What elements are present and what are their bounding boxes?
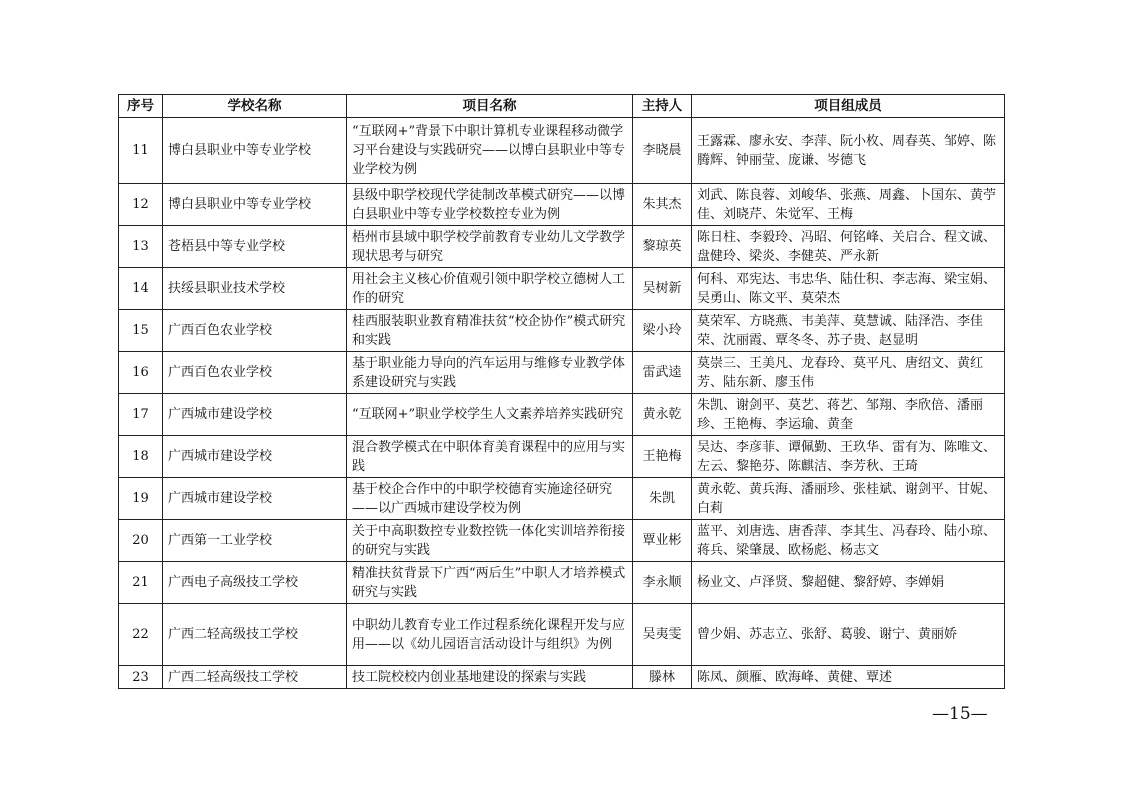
cell-project-name: 关于中高职数控专业数控铣一体化实训培养衔接的研究与实践 <box>347 520 633 562</box>
cell-project-name: “互联网+”职业学校学生人文素养培养实践研究 <box>347 394 633 436</box>
table-row <box>119 352 1005 394</box>
cell-school-name: 苍梧县中等专业学校 <box>163 226 347 268</box>
cell-school-name: 广西城市建设学校 <box>163 478 347 520</box>
cell-school-name: 扶绥县职业技术学校 <box>163 268 347 310</box>
table-row <box>119 268 1005 310</box>
cell-school-name: 广西二轻高级技工学校 <box>163 666 347 689</box>
header-host: 主持人 <box>633 95 692 118</box>
cell-host: 王艳梅 <box>633 436 692 478</box>
cell-members: 刘武、陈良蓉、刘峻华、张燕、周鑫、卜国东、黄苧佳、刘晓芹、朱觉军、王梅 <box>692 184 1005 226</box>
cell-project-name: 梧州市县域中职学校学前教育专业幼儿文学教学现状思考与研究 <box>347 226 633 268</box>
cell-project-name: 基于职业能力导向的汽车运用与维修专业教学体系建设研究与实践 <box>347 352 633 394</box>
cell-school-name: 广西城市建设学校 <box>163 436 347 478</box>
cell-serial-number: 23 <box>119 666 163 689</box>
table-row <box>119 478 1005 520</box>
cell-serial-number: 15 <box>119 310 163 352</box>
cell-members: 陈日柱、李毅玲、冯昭、何铭峰、关启合、程文诚、盘健玲、梁炎、李健英、严永新 <box>692 226 1005 268</box>
cell-members: 陈凤、颜雁、欧海峰、黄健、覃述 <box>692 666 1005 689</box>
cell-serial-number: 21 <box>119 562 163 604</box>
cell-serial-number: 11 <box>119 118 163 184</box>
cell-project-name: 桂西服装职业教育精准扶贫“校企协作”模式研究和实践 <box>347 310 633 352</box>
cell-school-name: 广西第一工业学校 <box>163 520 347 562</box>
cell-project-name: 县级中职学校现代学徒制改革模式研究——以博白县职业中等专业学校数控专业为例 <box>347 184 633 226</box>
cell-serial-number: 14 <box>119 268 163 310</box>
cell-host: 吴夷雯 <box>633 604 692 666</box>
cell-members: 何科、邓宪达、韦忠华、陆仕积、李志海、梁宝娟、吴勇山、陈文平、莫荣杰 <box>692 268 1005 310</box>
cell-school-name: 广西百色农业学校 <box>163 352 347 394</box>
cell-project-name: 混合教学模式在中职体育美育课程中的应用与实践 <box>347 436 633 478</box>
project-table <box>118 94 1005 689</box>
cell-school-name: 广西电子高级技工学校 <box>163 562 347 604</box>
cell-serial-number: 13 <box>119 226 163 268</box>
cell-members: 莫崇三、王美凡、龙春玲、莫平凡、唐绍文、黄红芳、陆东新、廖玉伟 <box>692 352 1005 394</box>
cell-members: 杨业文、卢泽贤、黎超健、黎舒婷、李婵娟 <box>692 562 1005 604</box>
cell-members: 王露霖、廖永安、李萍、阮小枚、周春英、邹婷、陈腾辉、钟丽莹、庞谦、岑德飞 <box>692 118 1005 184</box>
header-school-name: 学校名称 <box>163 95 347 118</box>
cell-serial-number: 20 <box>119 520 163 562</box>
page-number: —15— <box>932 704 988 724</box>
cell-serial-number: 16 <box>119 352 163 394</box>
cell-host: 黄永乾 <box>633 394 692 436</box>
table-row <box>119 310 1005 352</box>
cell-host: 黎琼英 <box>633 226 692 268</box>
cell-host: 李晓晨 <box>633 118 692 184</box>
cell-project-name: “互联网+”背景下中职计算机专业课程移动微学习平台建设与实践研究——以博白县职业中等专业学校为例 <box>347 118 633 184</box>
table-row <box>119 604 1005 666</box>
cell-project-name: 用社会主义核心价值观引领中职学校立德树人工作的研究 <box>347 268 633 310</box>
cell-host: 覃业彬 <box>633 520 692 562</box>
table-row <box>119 520 1005 562</box>
cell-host: 滕林 <box>633 666 692 689</box>
cell-host: 朱其杰 <box>633 184 692 226</box>
cell-serial-number: 19 <box>119 478 163 520</box>
table-row <box>119 666 1005 689</box>
cell-project-name: 精准扶贫背景下广西“两后生”中职人才培养模式研究与实践 <box>347 562 633 604</box>
cell-host: 李永顺 <box>633 562 692 604</box>
cell-members: 吴达、李彦菲、谭佩勤、王玖华、雷有为、陈唯文、左云、黎艳芬、陈麒洁、李芳秋、王琦 <box>692 436 1005 478</box>
cell-host: 雷武逵 <box>633 352 692 394</box>
cell-host: 朱凯 <box>633 478 692 520</box>
cell-serial-number: 17 <box>119 394 163 436</box>
table-row <box>119 118 1005 184</box>
cell-members: 莫荣军、方晓燕、韦美萍、莫慧诚、陆泽浩、李佳荣、沈丽霞、覃冬冬、苏子贵、赵显明 <box>692 310 1005 352</box>
cell-project-name: 基于校企合作中的中职学校德育实施途径研究——以广西城市建设学校为例 <box>347 478 633 520</box>
cell-school-name: 广西城市建设学校 <box>163 394 347 436</box>
cell-host: 吴树新 <box>633 268 692 310</box>
table-row <box>119 184 1005 226</box>
table-row <box>119 562 1005 604</box>
table-row <box>119 226 1005 268</box>
cell-serial-number: 12 <box>119 184 163 226</box>
header-members: 项目组成员 <box>692 95 1005 118</box>
cell-project-name: 中职幼儿教育专业工作过程系统化课程开发与应用——以《幼儿园语言活动设计与组织》为例 <box>347 604 633 666</box>
header-project-name: 项目名称 <box>347 95 633 118</box>
table-header-row <box>119 95 1005 118</box>
cell-school-name: 广西百色农业学校 <box>163 310 347 352</box>
cell-serial-number: 18 <box>119 436 163 478</box>
cell-host: 梁小玲 <box>633 310 692 352</box>
cell-members: 曾少娟、苏志立、张舒、葛骏、谢宁、黄丽娇 <box>692 604 1005 666</box>
cell-members: 朱凯、谢剑平、莫艺、蒋艺、邹翔、李欣倍、潘丽珍、王艳梅、李运瑜、黄奎 <box>692 394 1005 436</box>
cell-serial-number: 22 <box>119 604 163 666</box>
cell-members: 蓝平、刘唐选、唐香萍、李其生、冯春玲、陆小琼、蒋兵、梁肇晟、欧杨彪、杨志文 <box>692 520 1005 562</box>
cell-project-name: 技工院校校内创业基地建设的探索与实践 <box>347 666 633 689</box>
table-row <box>119 436 1005 478</box>
header-serial-number: 序号 <box>119 95 163 118</box>
cell-school-name: 广西二轻高级技工学校 <box>163 604 347 666</box>
cell-school-name: 博白县职业中等专业学校 <box>163 184 347 226</box>
cell-members: 黄永乾、黄兵海、潘丽珍、张桂斌、谢剑平、甘妮、白莉 <box>692 478 1005 520</box>
table-row <box>119 394 1005 436</box>
cell-school-name: 博白县职业中等专业学校 <box>163 118 347 184</box>
